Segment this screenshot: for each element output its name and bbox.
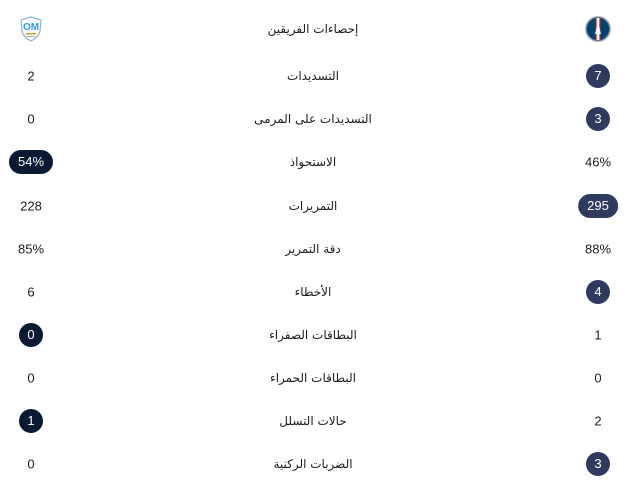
away-value-cell [27,456,34,471]
away-value-cell [27,111,34,126]
away-value: 2 [27,68,35,83]
away-value: 85% [17,241,45,256]
home-value: 1 [594,327,602,342]
stat-label: الاستحواذ [289,154,337,169]
stat-label: التسديدات على المرمى [254,111,372,126]
away-value-cell [27,68,34,83]
away-value-cell [27,284,34,299]
away-value-cell [18,241,44,256]
home-leading-value-badge: 7 [586,64,610,88]
om-crest-icon [18,16,44,42]
away-leading-value-badge: 0 [19,323,43,347]
home-value-cell [594,370,601,385]
away-value: 0 [27,111,35,126]
home-value: 46% [584,154,612,169]
away-leading-value-badge: 1 [19,409,43,433]
stat-row-fouls [0,270,640,313]
stat-label: حالات التسلل [279,413,347,428]
stat-row-passes [0,184,640,227]
home-leading-value-badge: 295 [578,194,618,218]
home-value: 2 [594,413,602,428]
home-team-logo [584,15,612,43]
home-value-cell [586,280,610,304]
home-value-cell [585,241,611,256]
stat-row-offsides [0,399,640,442]
away-value-cell [19,323,43,347]
home-leading-value-badge: 4 [586,280,610,304]
away-value: 228 [20,198,42,213]
away-team-logo [18,16,44,42]
stat-row-shots-on-target [0,97,640,140]
home-value-cell [586,107,610,131]
away-leading-value-badge: 54% [9,150,53,174]
away-value-cell [9,150,53,174]
stat-row-pass-accuracy [0,227,640,270]
stat-label: التسديدات [287,68,339,83]
away-value: 0 [27,456,35,471]
stats-header-row [0,7,640,50]
home-value-cell [594,413,601,428]
stat-row-shots [0,54,640,97]
stat-label: البطاقات الصفراء [269,327,357,342]
away-value: 0 [27,370,35,385]
away-value-cell [20,198,42,213]
stat-row-corners [0,442,640,485]
svg-text:OM: OM [22,21,40,33]
home-value-cell [578,194,618,218]
away-value-cell [19,409,43,433]
stat-row-yellow-cards [0,313,640,356]
stats-title: إحصاءات الفريقين [267,21,359,36]
home-leading-value-badge: 3 [586,107,610,131]
home-value-cell [585,154,611,169]
stat-label: التمريرات [288,198,338,213]
away-value-cell [27,370,34,385]
home-value-cell [586,64,610,88]
stat-label: الأخطاء [294,284,332,299]
home-value: 0 [594,370,602,385]
home-value: 88% [584,241,612,256]
stat-row-red-cards [0,356,640,399]
stat-label: البطاقات الحمراء [270,370,356,385]
away-value: 6 [27,284,35,299]
stat-label: الضربات الركنية [273,456,353,471]
home-leading-value-badge: 3 [586,452,610,476]
stat-row-possession [0,140,640,183]
home-value-cell [586,452,610,476]
home-value-cell [594,327,601,342]
psg-crest-icon [584,15,612,43]
stat-label: دقة التمرير [285,241,341,256]
